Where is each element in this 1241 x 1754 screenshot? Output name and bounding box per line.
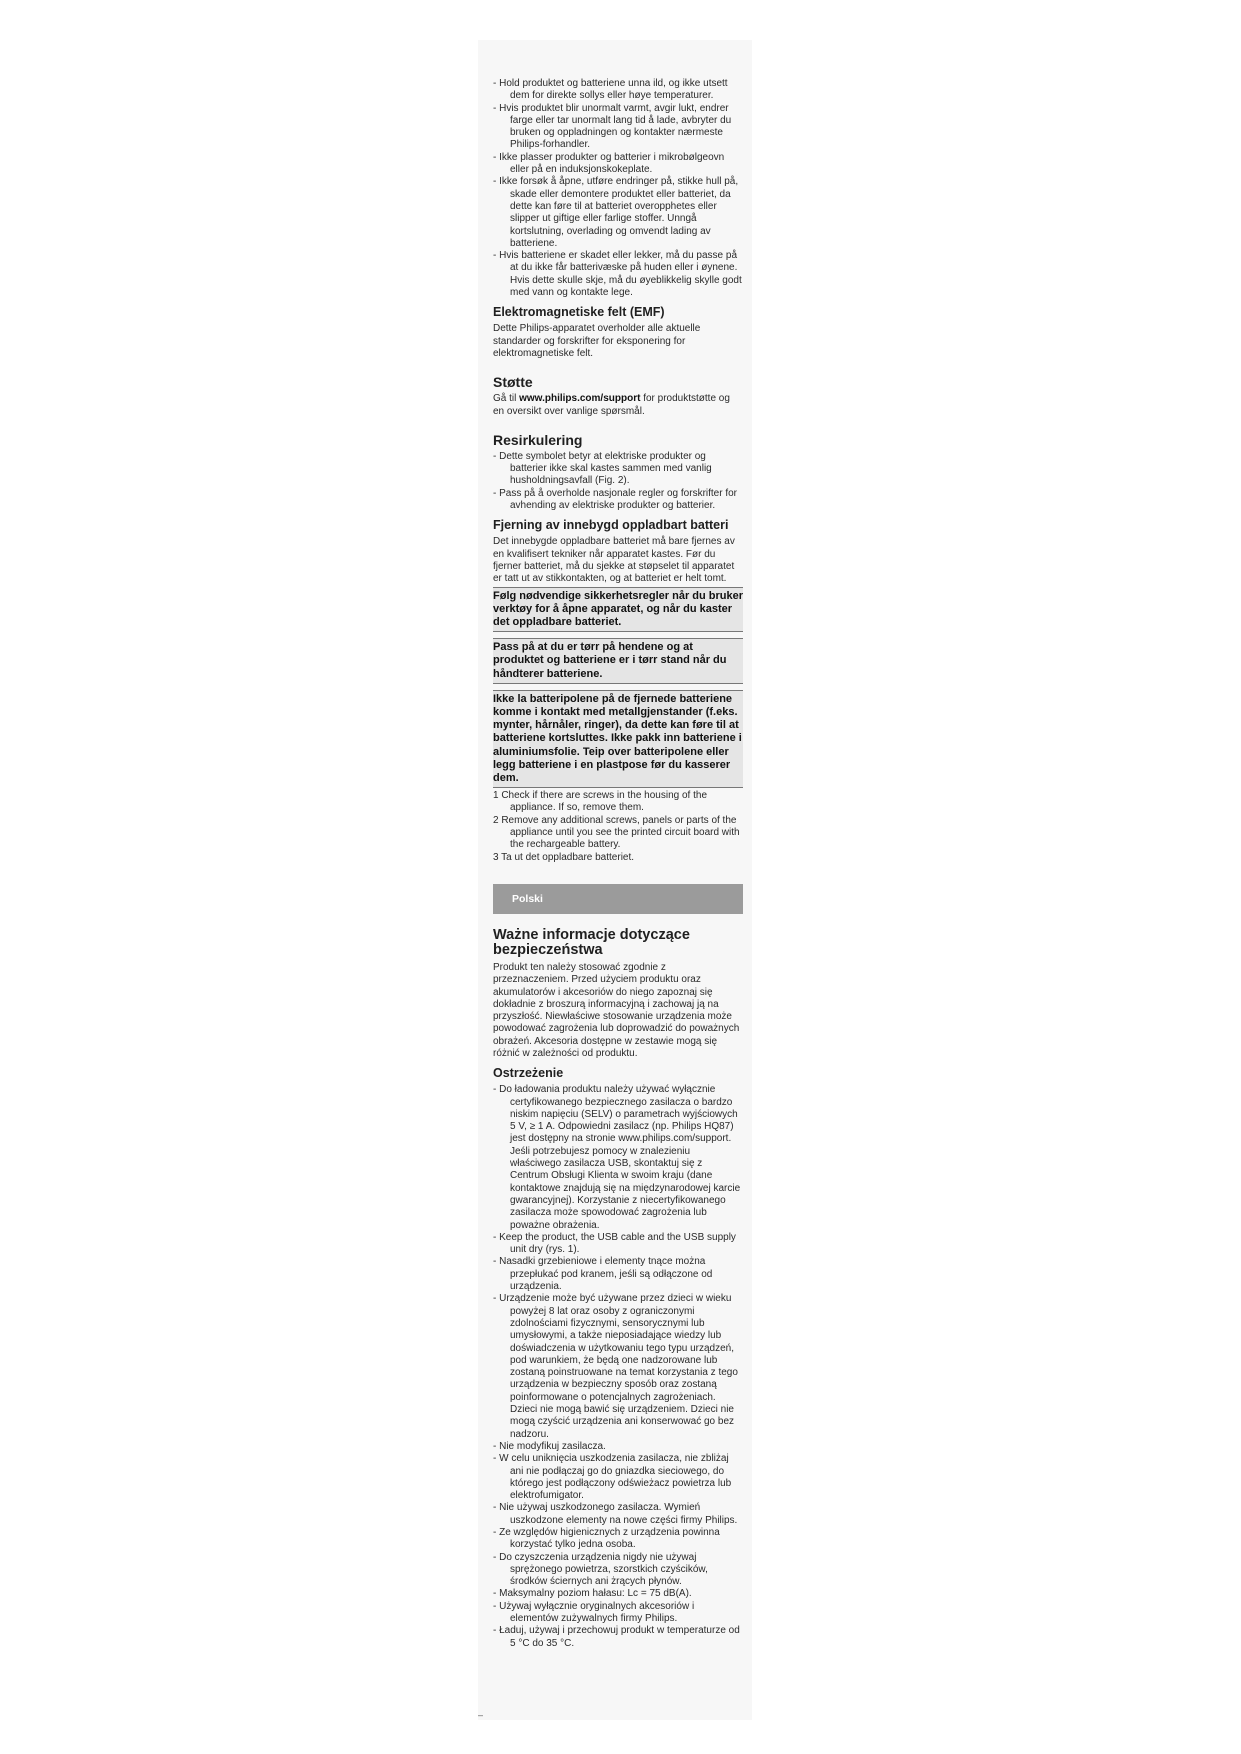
page-footer-mark: –: [478, 1710, 484, 1720]
list-item: - Ładuj, używaj i przechowuj produkt w temperaturze od 5 °C do 35 °C.: [493, 1625, 740, 1649]
support-pre: Gå til: [493, 393, 520, 405]
warning-box: Ikke la batteripolene på de fjernede batteriene komme i kontakt med metallgjenstander (f.eks. mynter, hårnåler, ringer), da dette kan føre til at batteriene kortsluttes. Ikke pakk inn batteriene i aluminiumsfolie. Teip over batteripolene eller legg batteriene i en plastpose før du kasserer dem.: [493, 690, 743, 788]
safety-bullets-no: [493, 78, 743, 299]
list-item: - Ikke plasser produkter og batterier i mikrobølgeovn eller på en induksjonskokeplate.: [493, 151, 725, 176]
battery-removal-text: Det innebygde oppladbare batteriet må bare fjernes av en kvalifisert tekniker når apparatet kastes. Før du fjerner batteriet, må du sjekke at støpselet til apparatet er tatt ut av stikkontakten, og at batteriet er helt tomt.: [493, 536, 735, 585]
list-item: - W celu uniknięcia uszkodzenia zasilacza, nie zbliżaj ani nie podłączaj go do gniazdka sieciowego, do którego jest podłączony odświeżacz powietrza lub elektrofumigator.: [493, 1453, 732, 1502]
list-item: - Używaj wyłącznie oryginalnych akcesoriów i elementów zużywalnych firmy Philips.: [493, 1600, 695, 1625]
recycling-bullets: [493, 451, 743, 512]
support-link[interactable]: www.philips.com/support: [519, 393, 641, 405]
polish-warning-heading: Ostrzeżenie: [493, 1066, 564, 1081]
emf-heading: Elektromagnetiske felt (EMF): [493, 305, 665, 320]
support-heading: Støtte: [493, 374, 533, 391]
list-item: - Maksymalny poziom hałasu: Lc = 75 dB(A).: [493, 1588, 692, 1600]
step-item: 2 Remove any additional screws, panels or parts of the appliance until you see the printed circuit board with the rechargeable battery.: [493, 814, 740, 851]
list-item: - Dette symbolet betyr at elektriske produkter og batterier ikke skal kastes sammen med vanlig husholdningsavfall (Fig. 2).: [493, 450, 712, 487]
list-item: - Hold produktet og batteriene unna ild, og ikke utsett dem for direkte sollys eller høye temperaturer.: [493, 78, 728, 102]
list-item: - Urządzenie może być używane przez dzieci w wieku powyżej 8 lat oraz osoby z ograniczonymi zdolnościami fizycznymi, sensorycznymi lub umysłowymi, a także nieposiadające wiedzy lub doświadczenia w użytkowaniu tego typu urządzeń, pod warunkiem, że będą one nadzorowane lub zostaną poinstruowane na temat korzystania z tego urządzenia w bezpieczny sposób oraz zostaną poinformowane o potencjalnych zagrożeniach. Dzieci nie mogą bawić się urządzeniem. Dzieci nie mogą czyścić urządzenia ani konserwować go bez nadzoru.: [493, 1293, 738, 1440]
list-item: - Nie używaj uszkodzonego zasilacza. Wymień uszkodzone elementy na nowe części firmy Philips.: [493, 1502, 738, 1526]
emf-text: Dette Philips-apparatet overholder alle aktuelle standarder og forskrifter for eksponering for elektromagnetiske felt.: [493, 323, 701, 359]
step-item: 3 Ta ut det oppladbare batteriet.: [493, 851, 635, 863]
recycling-heading: Resirkulering: [493, 431, 583, 448]
polish-warning-bullets: [493, 1084, 743, 1650]
list-item: - Hvis batteriene er skadet eller lekker, må du passe på at du ikke får batterivæske på huden eller i øynene. Hvis dette skulle skje, må du øyeblikkelig skylle godt med vann og kontakte lege.: [493, 250, 742, 299]
step-item: 1 Check if there are screws in the housing of the appliance. If so, remove them.: [493, 790, 708, 814]
battery-removal-heading: Fjerning av innebygd oppladbart batteri: [493, 518, 729, 533]
warning-box: Pass på at du er tørr på hendene og at produktet og batteriene er i tørr stand når du håndterer batteriene.: [493, 638, 743, 684]
warning-box: Følg nødvendige sikkerhetsregler når du bruker verktøy for å åpne apparatet, og når du kaster det oppladbare batteriet.: [493, 587, 743, 633]
list-item: - Pass på å overholde nasjonale regler og forskrifter for avhending av elektriske produkter og batterier.: [493, 487, 738, 512]
list-item: - Keep the product, the USB cable and the USB supply unit dry (rys. 1).: [493, 1231, 736, 1256]
language-bar-polski: Polski: [493, 884, 743, 914]
list-item: - Ikke forsøk å åpne, utføre endringer på, stikke hull på, skade eller demontere produktet eller batteriet, da dette kan føre til at batteriet overopphetes eller slipper ut giftige eller farlige stoffer. Unngå kortslutning, overlading og omvendt lading av batteriene.: [493, 176, 739, 249]
list-item: - Nasadki grzebieniowe i elementy tnące można przepłukać pod kranem, jeśli są odłączone od urządzenia.: [493, 1256, 713, 1293]
list-item: - Do ładowania produktu należy używać wyłącznie certyfikowanego bezpiecznego zasilacza o bardzo niskim napięciu (SELV) o parametrach wyjściowych 5 V, ≥ 1 A. Odpowiedni zasilacz (np. Philips HQ87) jest dostępny na stronie www.philips.com/support. Jeśli potrzebujesz pomocy w znalezieniu właściwego zasilacza USB, skontaktuj się z Centrum Obsługi Klienta w swoim kraju (dane kontaktowe znajdują się na międzynarodowej karcie gwarancyjnej). Korzystanie z niecertyfikowanego zasilacza może spowodować zagrożenia lub poważne obrażenia.: [493, 1084, 741, 1231]
document-column: [493, 78, 743, 1650]
removal-steps: [493, 790, 743, 864]
support-text: [493, 393, 743, 418]
list-item: - Ze względów higienicznych z urządzenia powinna korzystać tylko jedna osoba.: [493, 1526, 720, 1551]
support-post: for produktstøtte og en oversikt over vanlige spørsmål.: [493, 393, 730, 417]
polish-title: Ważne informacje dotyczące bezpieczeństwa: [493, 926, 690, 959]
list-item: - Hvis produktet blir unormalt varmt, avgir lukt, endrer farge eller tar unormalt lang tid å lade, avbryter du bruken og oppladningen og kontakter nærmeste Philips-forhandler.: [493, 102, 732, 151]
polish-intro: Produkt ten należy stosować zgodnie z przeznaczeniem. Przed użyciem produktu oraz akumulatorów i akcesoriów do niego zapoznaj się dokładnie z broszurą informacyjną i zachowaj ją na przyszłość. Niewłaściwe stosowanie urządzenia może powodować zagrożenia lub doprowadzić do poważnych obrażeń. Akcesoria dostępne w zestawie mogą się różnić w zależności od produktu.: [493, 961, 740, 1059]
list-item: - Nie modyfikuj zasilacza.: [493, 1440, 606, 1452]
list-item: - Do czyszczenia urządzenia nigdy nie używaj sprężonego powietrza, szorstkich czyścików, środków ściernych ani żrących płynów.: [493, 1551, 708, 1588]
